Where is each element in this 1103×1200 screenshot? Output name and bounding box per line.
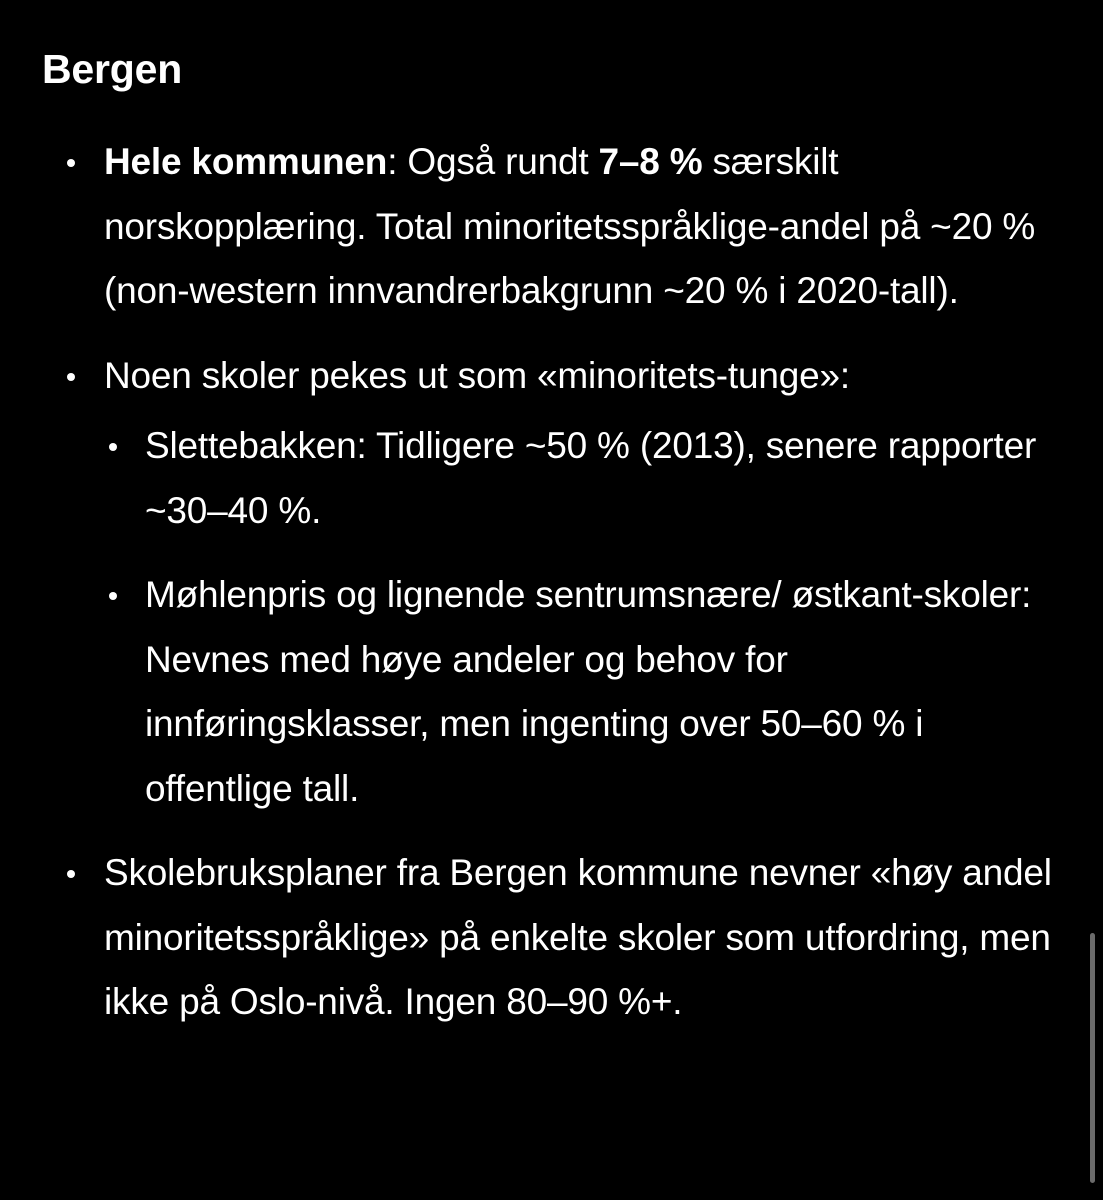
- sub-bullet-list: [104, 414, 1067, 821]
- sub-list-item: [104, 414, 1067, 543]
- list-item: [42, 130, 1067, 324]
- bullet-icon: [67, 159, 75, 167]
- bold-value: 7–8 %: [598, 141, 703, 182]
- bullet-icon: [67, 870, 75, 878]
- list-text: Skolebruksplaner fra Bergen kommune nevner «høy andel minoritetsspråklige» på enkelte skoler som utfordring, men ikke på Oslo-nivå. Ingen 80–90 %+.: [104, 852, 1052, 1022]
- bullet-icon: [67, 373, 75, 381]
- sub-list-item: [104, 563, 1067, 821]
- list-text: Slettebakken: Tidligere ~50 % (2013), senere rapporter ~30–40 %.: [145, 425, 1037, 531]
- bullet-icon: [109, 443, 117, 451]
- list-item: [42, 841, 1067, 1035]
- list-text: : Også rundt: [387, 141, 599, 182]
- list-text: særskilt norskopplæring. Total minoritetsspråklige-andel på ~20 % (non-western innvandrerbakgrunn ~20 % i 2020-tall).: [104, 141, 1036, 311]
- section-heading: Bergen: [42, 46, 183, 92]
- bullet-icon: [109, 592, 117, 600]
- scrollbar[interactable]: [1090, 933, 1095, 1183]
- bullet-list: [42, 130, 1067, 1035]
- list-text: Noen skoler pekes ut som «minoritets-tunge»:: [104, 354, 850, 396]
- list-item: [42, 344, 1067, 822]
- bold-label: Hele kommunen: [104, 141, 388, 182]
- message-content: [42, 36, 1067, 1055]
- list-text: Møhlenpris og lignende sentrumsnære/ østkant-skoler: Nevnes med høye andeler og behov for innføringsklasser, men ingenting over 50–60 % i offentlige tall.: [145, 574, 1032, 809]
